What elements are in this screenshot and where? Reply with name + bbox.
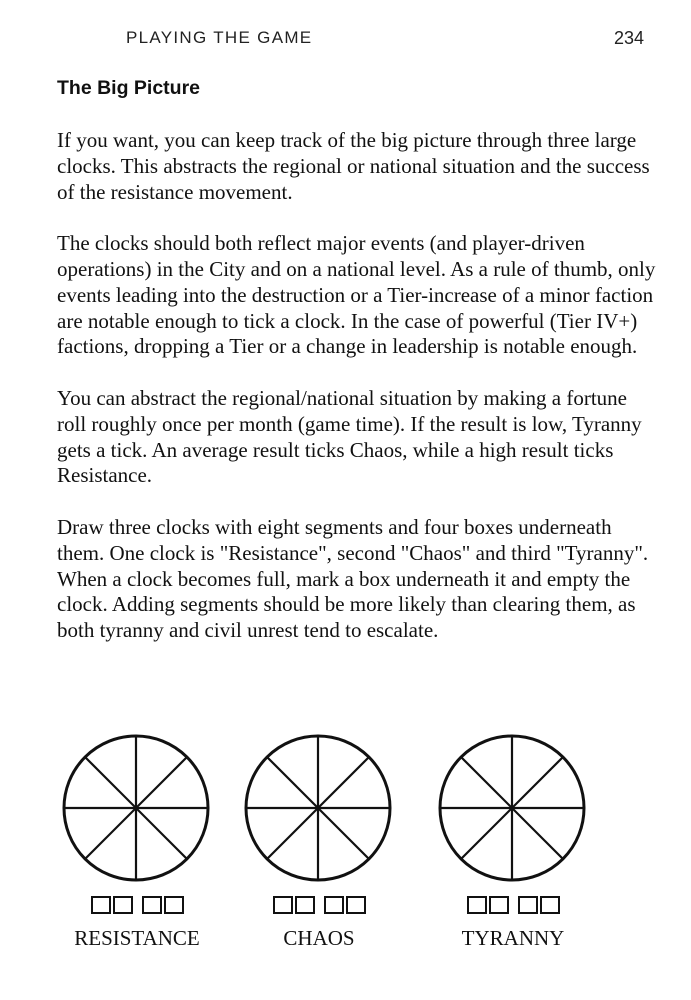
tally-box: [273, 896, 293, 914]
tally-box: [540, 896, 560, 914]
paragraph-4: Draw three clocks with eight segments and four boxes underneath them. One clock is "Resistance", second "Chaos" and third "Tyranny". When a clock becomes full, mark a box underneath it and empty the clock. Adding segments should be more likely than clearing them, as both tyranny and civil unrest tend to escalate.: [57, 514, 649, 643]
tally-box: [113, 896, 133, 914]
clock-row: [0, 730, 691, 960]
clock-resistance-icon: [62, 730, 212, 882]
paragraph-2: The clocks should both reflect major events (and player-driven operations) in the City and on a national level. As a rule of thumb, only events leading into the destruction or a Tier-increase of a minor faction are notable enough to tick a clock. In the case of powerful (Tier IV+) factions, dropping a Tier or a change in leadership is notable enough.: [57, 231, 656, 359]
tally-box: [467, 896, 487, 914]
clock-label-chaos: CHAOS: [283, 926, 355, 950]
clock-chaos-icon: [244, 730, 394, 882]
tally-box: [518, 896, 538, 914]
page-header: [0, 28, 691, 52]
paragraph-3: You can abstract the regional/national situation by making a fortune roll roughly once per month (game time). If the result is low, Tyranny gets a tick. An average result ticks Chaos, while a high result ticks Resistance.: [57, 385, 642, 488]
section-heading: The Big Picture: [57, 77, 201, 99]
tally-box: [142, 896, 162, 914]
resistance-boxes: [62, 896, 212, 914]
clock-label-resistance: RESISTANCE: [74, 926, 200, 950]
clock-label-tyranny: TYRANNY: [461, 926, 565, 950]
tally-box: [346, 896, 366, 914]
paragraph-1: If you want, you can keep track of the big picture through three large clocks. This abstracts the regional or national situation and the success of the resistance movement.: [57, 128, 650, 204]
tally-box: [324, 896, 344, 914]
tally-box: [164, 896, 184, 914]
tally-box: [295, 896, 315, 914]
chaos-boxes: [244, 896, 394, 914]
page-number: 234: [613, 28, 644, 48]
chapter-title: PLAYING THE GAME: [126, 28, 313, 47]
tyranny-boxes: [438, 896, 588, 914]
tally-box: [91, 896, 111, 914]
tally-box: [489, 896, 509, 914]
body-text: [57, 128, 657, 670]
clock-tyranny-icon: [438, 730, 588, 882]
